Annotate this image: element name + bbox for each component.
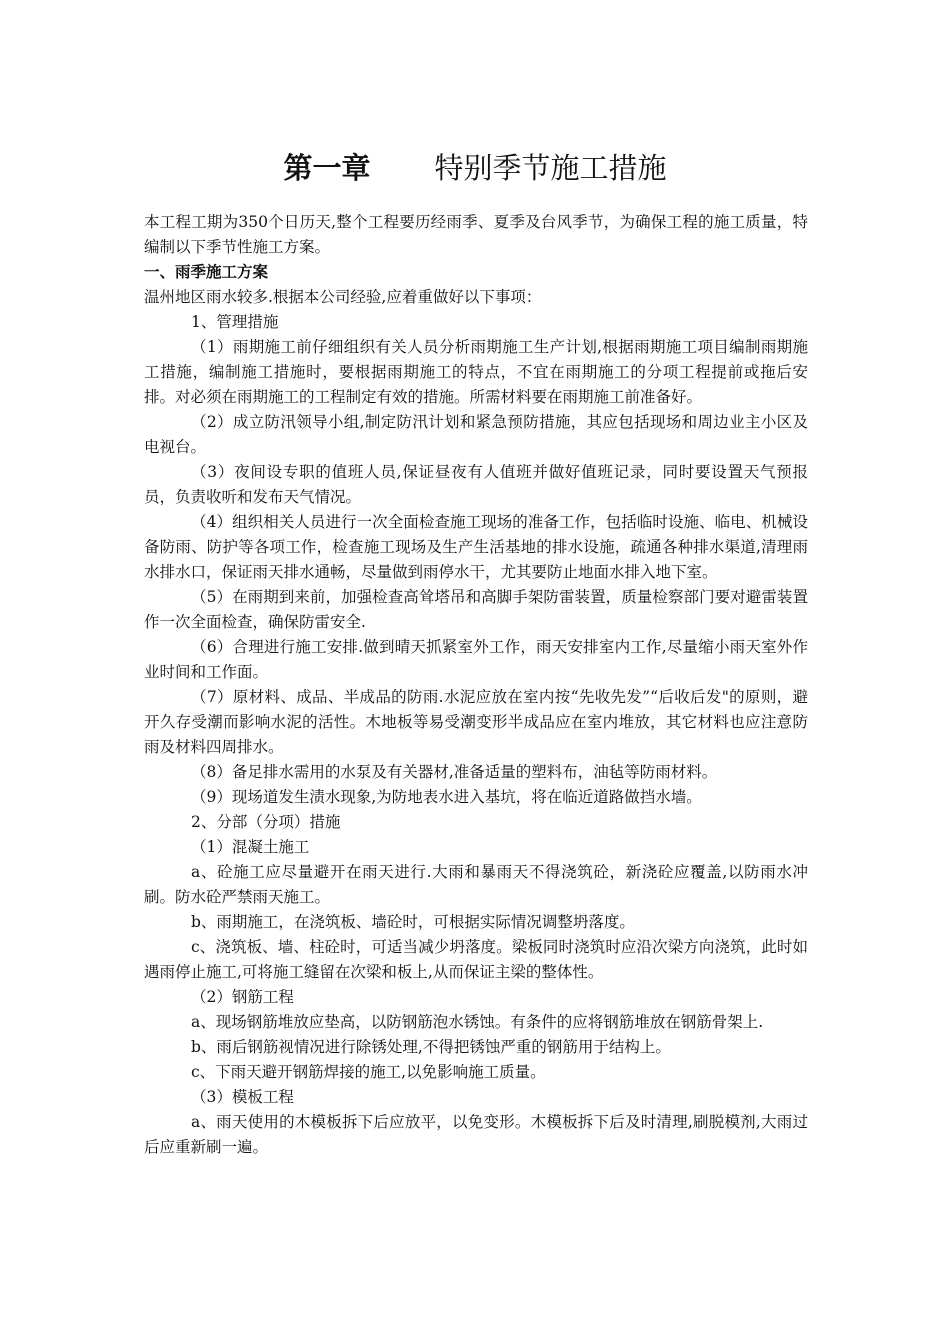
paragraph: （9）现场道发生渍水现象,为防地表水进入基坑，将在临近道路做挡水墙。 [191,788,702,806]
paragraph: （3）夜间设专职的值班人员,保证昼夜有人值班并做好值班记录，同时要设置天气预报员，负责收听和发布天气情况。 [144,463,808,506]
item-heading: （2）钢筋工程 [191,988,294,1006]
item-heading: （3）模板工程 [191,1088,294,1106]
paragraph: （4）组织相关人员进行一次全面检查施工现场的准备工作，包括临时设施、临电、机械设备防雨、防护等各项工作，检查施工现场及生产生活基地的排水设施，疏通各种排水渠道,清理雨水排水口，保证雨天排水通畅，尽量做到雨停水干，尤其要防止地面水排入地下室。 [144,513,808,581]
paragraph: a、雨天使用的木模板拆下后应放平，以免变形。木模板拆下后及时清理,刷脱模剂,大雨过后应重新刷一遍。 [144,1113,808,1156]
paragraph: b、雨期施工，在浇筑板、墙砼时，可根据实际情况调整坍落度。 [191,913,635,931]
paragraph: （5）在雨期到来前，加强检查高耸塔吊和高脚手架防雷装置，质量检察部门要对避雷装置作一次全面检查，确保防雷安全. [144,588,808,631]
section-heading-rain: 一、雨季施工方案 [144,263,269,281]
chapter-number: 第一章 [283,151,371,185]
subsection-heading: 1、管理措施 [191,313,279,331]
document-body [144,210,808,1160]
intro-paragraph: 本工程工期为350个日历天,整个工程要历经雨季、夏季及台风季节，为确保工程的施工质量，特编制以下季节性施工方案。 [144,213,808,256]
paragraph: c、浇筑板、墙、柱砼时，可适当减少坍落度。梁板同时浇筑时应沿次梁方向浇筑，此时如遇雨停止施工,可将施工缝留在次梁和板上,从而保证主梁的整体性。 [144,938,808,981]
paragraph: （1）雨期施工前仔细组织有关人员分析雨期施工生产计划,根据雨期施工项目编制雨期施工措施，编制施工措施时，要根据雨期施工的特点，不宜在雨期施工的分项工程提前或拖后安排。对必须在雨期施工的工程制定有效的措施。所需材料要在雨期施工前准备好。 [144,338,808,406]
paragraph: b、雨后钢筋视情况进行除锈处理,不得把锈蚀严重的钢筋用于结构上。 [191,1038,671,1056]
paragraph: 温州地区雨水较多.根据本公司经验,应着重做好以下事项： [144,288,542,306]
paragraph: c、下雨天避开钢筋焊接的施工,以免影响施工质量。 [191,1063,546,1081]
subsection-heading: 2、分部（分项）措施 [191,813,341,831]
item-heading: （1）混凝土施工 [191,838,310,856]
chapter-title [0,148,950,188]
paragraph: （7）原材料、成品、半成品的防雨.水泥应放在室内按“先收先发”“后收后发"的原则，避开久存受潮而影响水泥的活性。木地板等易受潮变形半成品应在室内堆放，其它材料也应注意防雨及材料四周排水。 [144,688,808,756]
paragraph: a、砼施工应尽量避开在雨天进行.大雨和暴雨天不得浇筑砼，新浇砼应覆盖,以防雨水冲刷。防水砼严禁雨天施工。 [144,863,808,906]
chapter-name: 特别季节施工措施 [434,151,667,185]
paragraph: （2）成立防汛领导小组,制定防汛计划和紧急预防措施，其应包括现场和周边业主小区及电视台。 [144,413,808,456]
paragraph: a、现场钢筋堆放应垫高，以防钢筋泡水锈蚀。有条件的应将钢筋堆放在钢筋骨架上. [191,1013,764,1031]
paragraph: （8）备足排水需用的水泵及有关器材,准备适量的塑料布，油毡等防雨材料。 [191,763,718,781]
paragraph: （6）合理进行施工安排.做到晴天抓紧室外工作，雨天安排室内工作,尽量缩小雨天室外作业时间和工作面。 [144,638,808,681]
